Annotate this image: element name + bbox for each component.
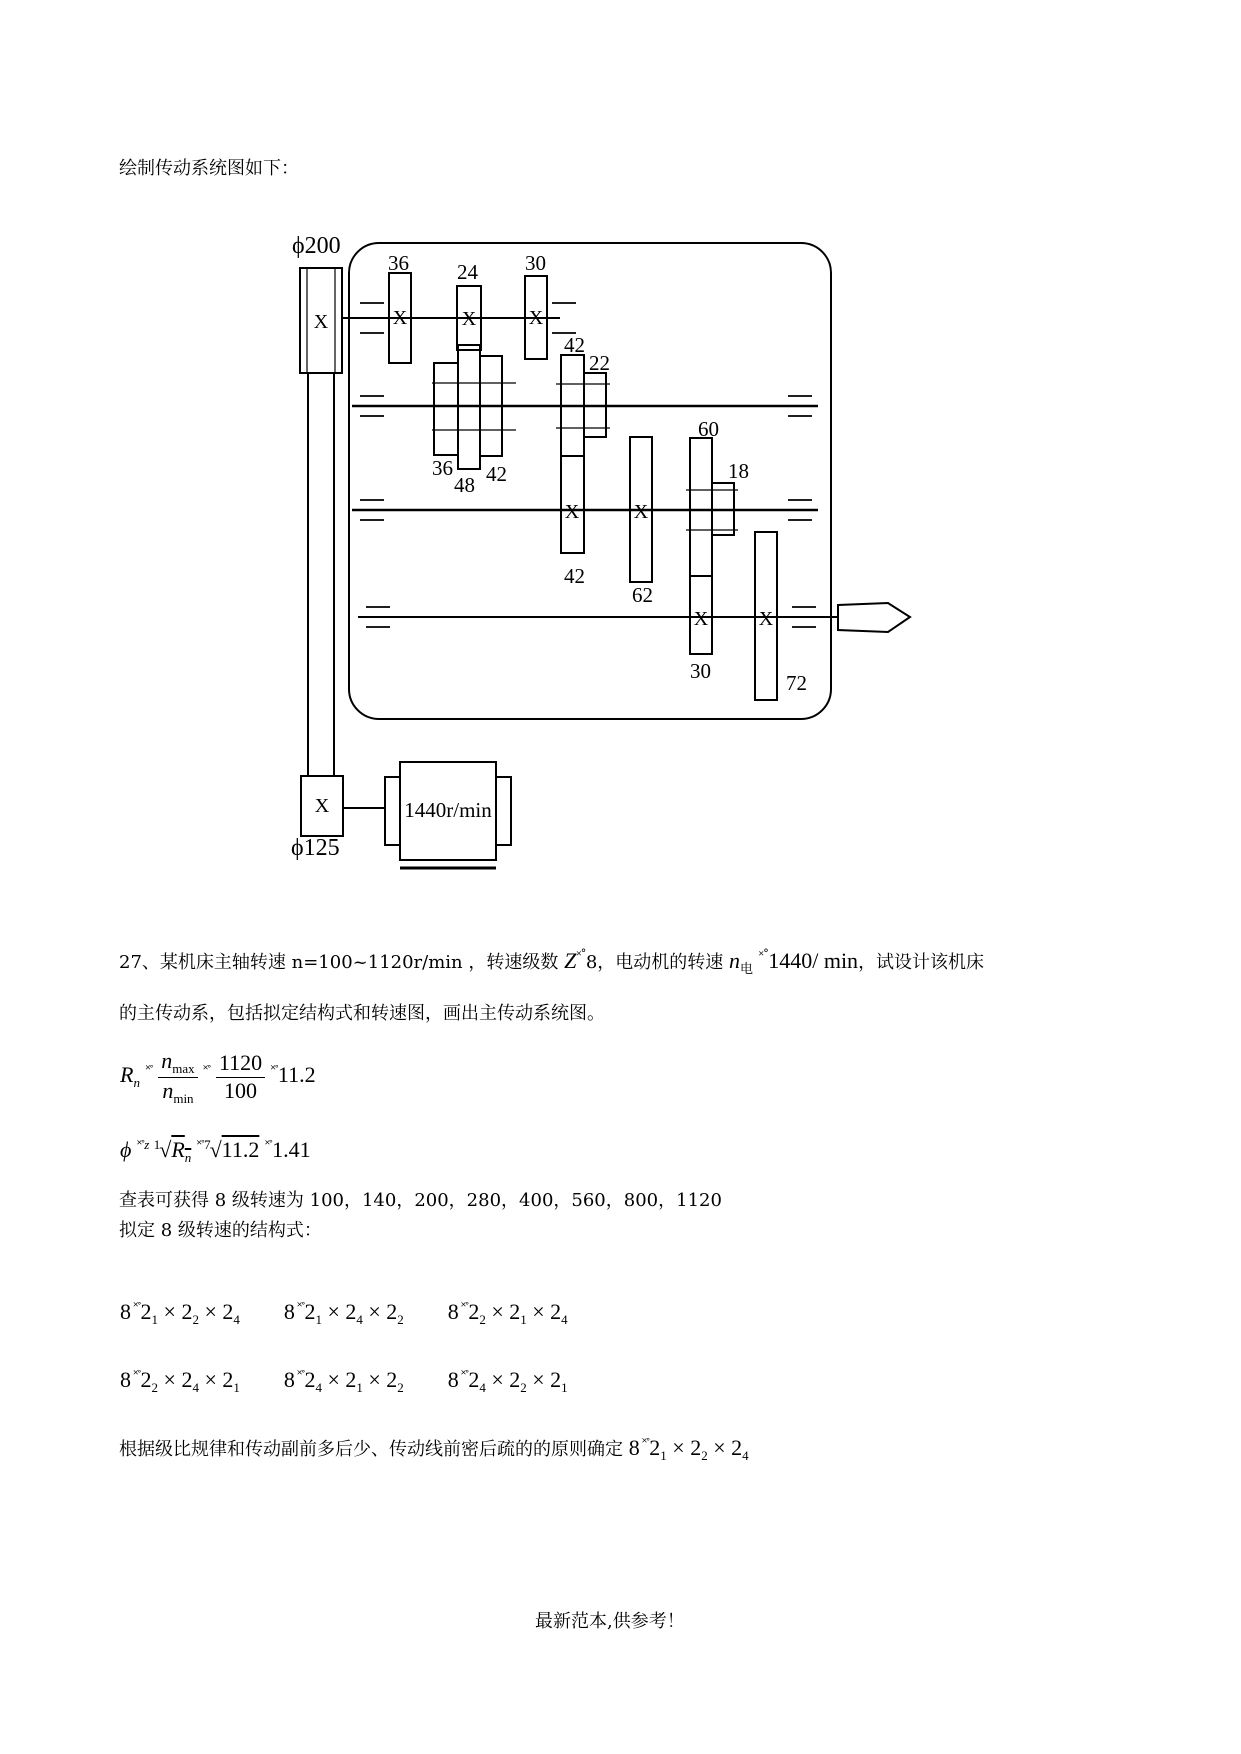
structures-row-2 bbox=[120, 1368, 568, 1394]
table-line: 查表可获得 8 级转速为 100，140，200，280，400，560，800，1120 bbox=[119, 1190, 722, 1211]
gear-36b bbox=[434, 363, 458, 455]
gear-label: 72 bbox=[786, 671, 807, 695]
pulley-top-label: ϕ200 bbox=[292, 233, 341, 259]
structure-formula: 8 $^{˟˚}2_1 \times 2_4 \times 2_2$ bbox=[283, 1299, 404, 1327]
fix-mark: X bbox=[313, 311, 329, 333]
gear-label: 42 bbox=[564, 333, 585, 357]
fix-mark: X bbox=[392, 307, 408, 329]
gear-label: 18 bbox=[728, 459, 749, 483]
conclusion-line: 根据级比规律和传动副前多后少、传动线前密后疏的的原则确定 8 $^{˟˚}2_1 \times 2_2 \times 2_4$ bbox=[119, 1435, 749, 1463]
structure-formula: 8 $^{˟˚}2_4 \times 2_2 \times 2_1$ bbox=[447, 1367, 568, 1395]
gearbox-housing bbox=[349, 243, 831, 719]
gear-label: 24 bbox=[457, 260, 478, 284]
fix-mark: X bbox=[528, 307, 544, 329]
formula-phi: ϕ $^{˟˚z}$ $^1√R_n$ $^{˟˚7}$√11.2 ˟˚1.41 bbox=[120, 1137, 311, 1165]
gear-label: 42 bbox=[486, 462, 507, 486]
gear-label: 36 bbox=[432, 456, 453, 480]
motor-label: 1440r/min bbox=[404, 798, 492, 822]
gear-label: 60 bbox=[698, 417, 719, 441]
pulley-bottom-label: ϕ125 bbox=[291, 835, 340, 861]
gear-label: 30 bbox=[525, 251, 546, 275]
gear-label: 22 bbox=[589, 351, 610, 375]
spindle-nose bbox=[838, 603, 910, 632]
gear-label: 62 bbox=[632, 583, 653, 607]
formula-rn: $R_n$ ˟˚ $\frac{n_{max}}{n_{min}}$ ˟˚ $\frac{1120}{100}$ ˟˚11.2 bbox=[120, 1048, 316, 1106]
fix-mark: X bbox=[633, 501, 649, 523]
problem-line-2: 的主传动系，包括拟定结构式和转速图，画出主传动系统图。 bbox=[119, 1003, 605, 1024]
motor-end-right bbox=[496, 777, 511, 845]
struct-intro: 拟定 8 级转速的结构式： bbox=[119, 1220, 322, 1241]
gear-label: 30 bbox=[690, 659, 711, 683]
motor-end-left bbox=[385, 777, 400, 845]
structure-formula: 8 $^{˟˚}2_1 \times 2_2 \times 2_4$ bbox=[120, 1299, 240, 1327]
fix-mark: X bbox=[461, 308, 477, 330]
gear-60 bbox=[690, 438, 712, 576]
gear-label: 42 bbox=[564, 564, 585, 588]
fix-mark: X bbox=[693, 608, 709, 630]
structure-formula: 8 $^{˟˚}2_1 \times 2_2 \times 2_4$ bbox=[628, 1435, 749, 1463]
structure-formula: 8 $^{˟˚}2_2 \times 2_4 \times 2_1$ bbox=[120, 1367, 240, 1395]
footer-text: 最新范本,供参考！ bbox=[535, 1611, 685, 1632]
fix-mark: X bbox=[314, 795, 330, 817]
intro-text: 绘制传动系统图如下： bbox=[119, 158, 299, 179]
gear-label: 48 bbox=[454, 473, 475, 497]
problem-line-1: 27、某机床主轴转速 n=100~1120r/min ，转速级数 Z˟˚8，电动机的转速 $n_电$ ˟˚1440/ min，试设计该机床 bbox=[119, 948, 985, 977]
gear-label: 36 bbox=[388, 251, 409, 275]
fix-mark: X bbox=[758, 608, 774, 630]
structures-row-1 bbox=[120, 1300, 568, 1326]
structure-formula: 8 $^{˟˚}2_4 \times 2_1 \times 2_2$ bbox=[283, 1367, 404, 1395]
fix-mark: X bbox=[564, 501, 580, 523]
structure-formula: 8 $^{˟˚}2_2 \times 2_1 \times 2_4$ bbox=[447, 1299, 568, 1327]
